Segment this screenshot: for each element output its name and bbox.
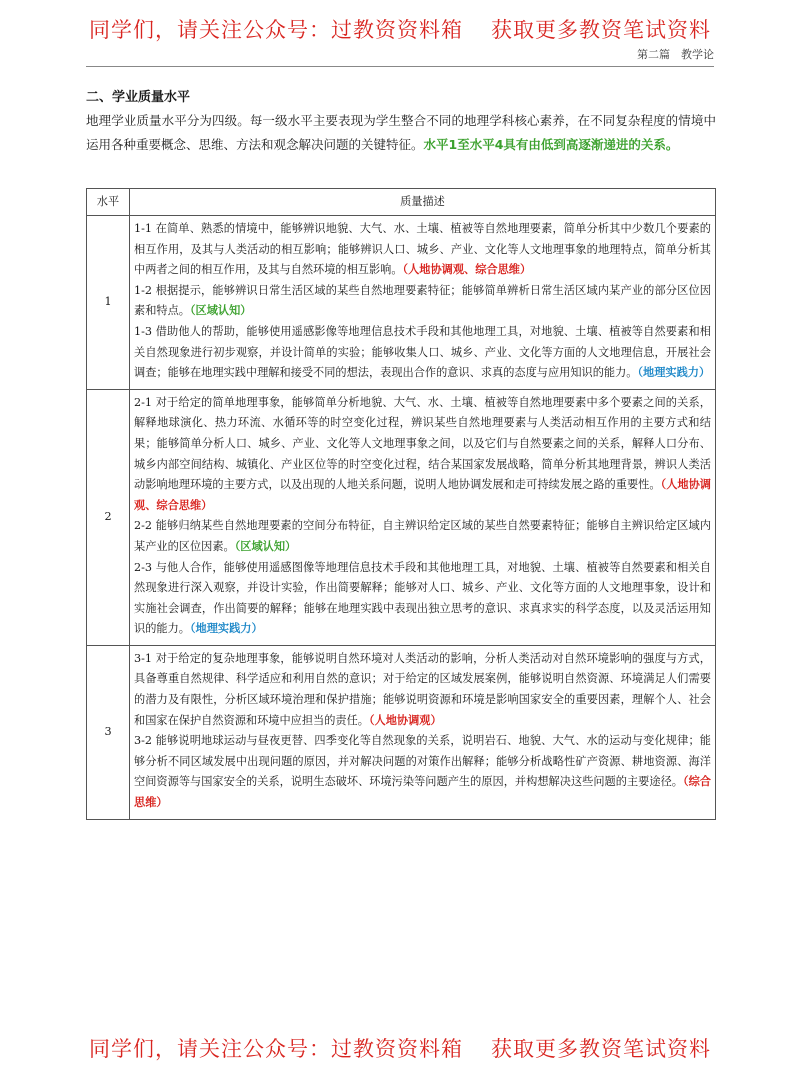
bottom-promo-banner <box>0 1033 800 1063</box>
literacy-tag: （人地协调观、综合思维） <box>134 478 711 512</box>
level-cell: 2 <box>87 389 130 645</box>
item-text: 2-1 对于给定的简单地理事象，能够简单分析地貌、大气、水、土壤、植被等自然地理要素中多个要素之间的关系，解释地球演化、热力环流、水循环等的时空变化过程，辨识某些自然地理要素与人类活动相互作用的主要方式和结果；能够简单分析人口、城乡、产业、文化等人文地理事象之间，以及它们与自然要素之间的关系，解释人口分布、城乡内部空间结构、城镇化、产业区位等的时空变化过程，结合某国家发展战略，简单分析其地理背景，辨识人类活动影响地理环境的主要方式，以及出现的人地关系问题，说明人地协调发展和走可持续发展之路的重要性。 <box>134 395 711 492</box>
literacy-tag: （人地协调观、综合思维） <box>402 263 532 277</box>
header-divider <box>86 66 714 67</box>
description-cell <box>130 216 716 390</box>
running-header: 第二篇 教学论 <box>637 48 714 61</box>
banner-left-text: 同学们，请关注公众号：过教资资料箱 <box>89 18 463 42</box>
literacy-tag: （区域认知） <box>189 304 252 318</box>
description-item <box>134 281 711 322</box>
table-row <box>87 645 716 819</box>
header-description: 质量描述 <box>130 189 716 216</box>
banner-right-text: 获取更多教资笔试资料 <box>491 18 711 42</box>
literacy-tag: （地理实践力） <box>189 622 263 636</box>
item-text: 1-1 在简单、熟悉的情境中，能够辨识地貌、大气、水、土壤、植被等自然地理要素，简单分析其中少数几个要素的相互作用，及其与人类活动的相互影响；能够辨识人口、城乡、产业、文化等人文地理事象的地理特点，简单分析其中两者之间的相互作用，及其与自然环境的相互影响。 <box>134 222 711 277</box>
banner-right-text: 获取更多教资笔试资料 <box>491 1037 711 1061</box>
literacy-tag: （综合思维） <box>134 775 711 810</box>
item-text: 1-3 借助他人的帮助，能够使用遥感影像等地理信息技术手段和其他地理工具，对地貌、土壤、植被等自然要素和相关自然现象进行初步观察，并设计简单的实验；能够收集人口、城乡、产业、文化等方面的人文地理信息，开展社会调查；能够在地理实践中理解和接受不同的想法，表现出合作的意识、求真的态度与应用知识的能力。 <box>134 324 711 380</box>
item-text: 2-3 与他人合作，能够使用遥感图像等地理信息技术手段和其他地理工具，对地貌、土壤、植被等自然要素和相关自然现象进行深入观察，并设计实验，作出简要解释；能够对人口、城乡、产业、文化等方面的人文地理事象，设计和实施社会调查，作出简要的解释；能够在地理实践中表现出独立思考的意识、求真求实的科学态度，以及灵活运用知识的能力。 <box>134 560 711 636</box>
top-promo-banner <box>0 14 800 44</box>
table-row <box>87 389 716 645</box>
intro-highlight: 水平1至水平4具有由低到高逐渐递进的关系。 <box>423 137 679 152</box>
literacy-tag: （区域认知） <box>234 539 297 553</box>
table-header-row <box>87 189 716 216</box>
header-level: 水平 <box>87 189 130 216</box>
item-text: 3-2 能够说明地球运动与昼夜更替、四季变化等自然现象的关系，说明岩石、地貌、大气、水的运动与变化规律；能够分析不同区域发展中出现问题的原因，并对解决问题的对策作出解释；能够分析战略性矿产资源、耕地资源、海洋空间资源等与国家安全的关系，说明生态破坏、环境污染等问题产生的原因，并构想解决这些问题的主要途径。 <box>134 734 711 789</box>
level-cell: 3 <box>87 645 130 819</box>
item-text: 3-1 对于给定的复杂地理事象，能够说明自然环境对人类活动的影响，分析人类活动对自然环境影响的强度与方式，具备尊重自然规律、科学适应和利用自然的意识；对于给定的区域发展案例，能够说明自然资源、环境满足人们需要的潜力及有限性，分析区域环境治理和保护措施；能够说明资源和环境是影响国家安全的重要因素，理解个人、社会和国家在保护自然资源和环境中应担当的责任。 <box>134 651 711 727</box>
literacy-tag: （人地协调观） <box>368 713 442 727</box>
item-text: 2-2 能够归纳某些自然地理要素的空间分布特征，自主辨识给定区域的某些自然要素特征；能够自主辨识给定区域内某产业的区位因素。 <box>134 519 711 553</box>
description-item <box>134 516 711 557</box>
description-item <box>134 219 711 281</box>
literacy-tag: （地理实践力） <box>637 366 711 380</box>
description-item <box>134 649 711 731</box>
description-item <box>134 322 711 384</box>
level-cell: 1 <box>87 216 130 390</box>
table-row <box>87 216 716 390</box>
description-cell <box>130 389 716 645</box>
section-title: 二、学业质量水平 <box>86 90 191 105</box>
banner-left-text: 同学们，请关注公众号：过教资资料箱 <box>89 1037 463 1061</box>
intro-paragraph <box>86 109 716 157</box>
item-text: 1-2 根据提示，能够辨识日常生活区域的某些自然地理要素特征；能够简单辨析日常生活区域内某产业的部分区位因素和特点。 <box>134 283 711 318</box>
quality-level-table <box>86 188 716 820</box>
description-item <box>134 558 711 640</box>
description-item <box>134 393 711 517</box>
intro-text: 地理学业质量水平分为四级。每一级水平主要表现为学生整合不同的地理学科核心素养，在不同复杂程度的情境中运用各种重要概念、思维、方法和观念解决问题的关键特征。 <box>86 113 716 152</box>
description-cell <box>130 645 716 819</box>
description-item <box>134 731 711 813</box>
